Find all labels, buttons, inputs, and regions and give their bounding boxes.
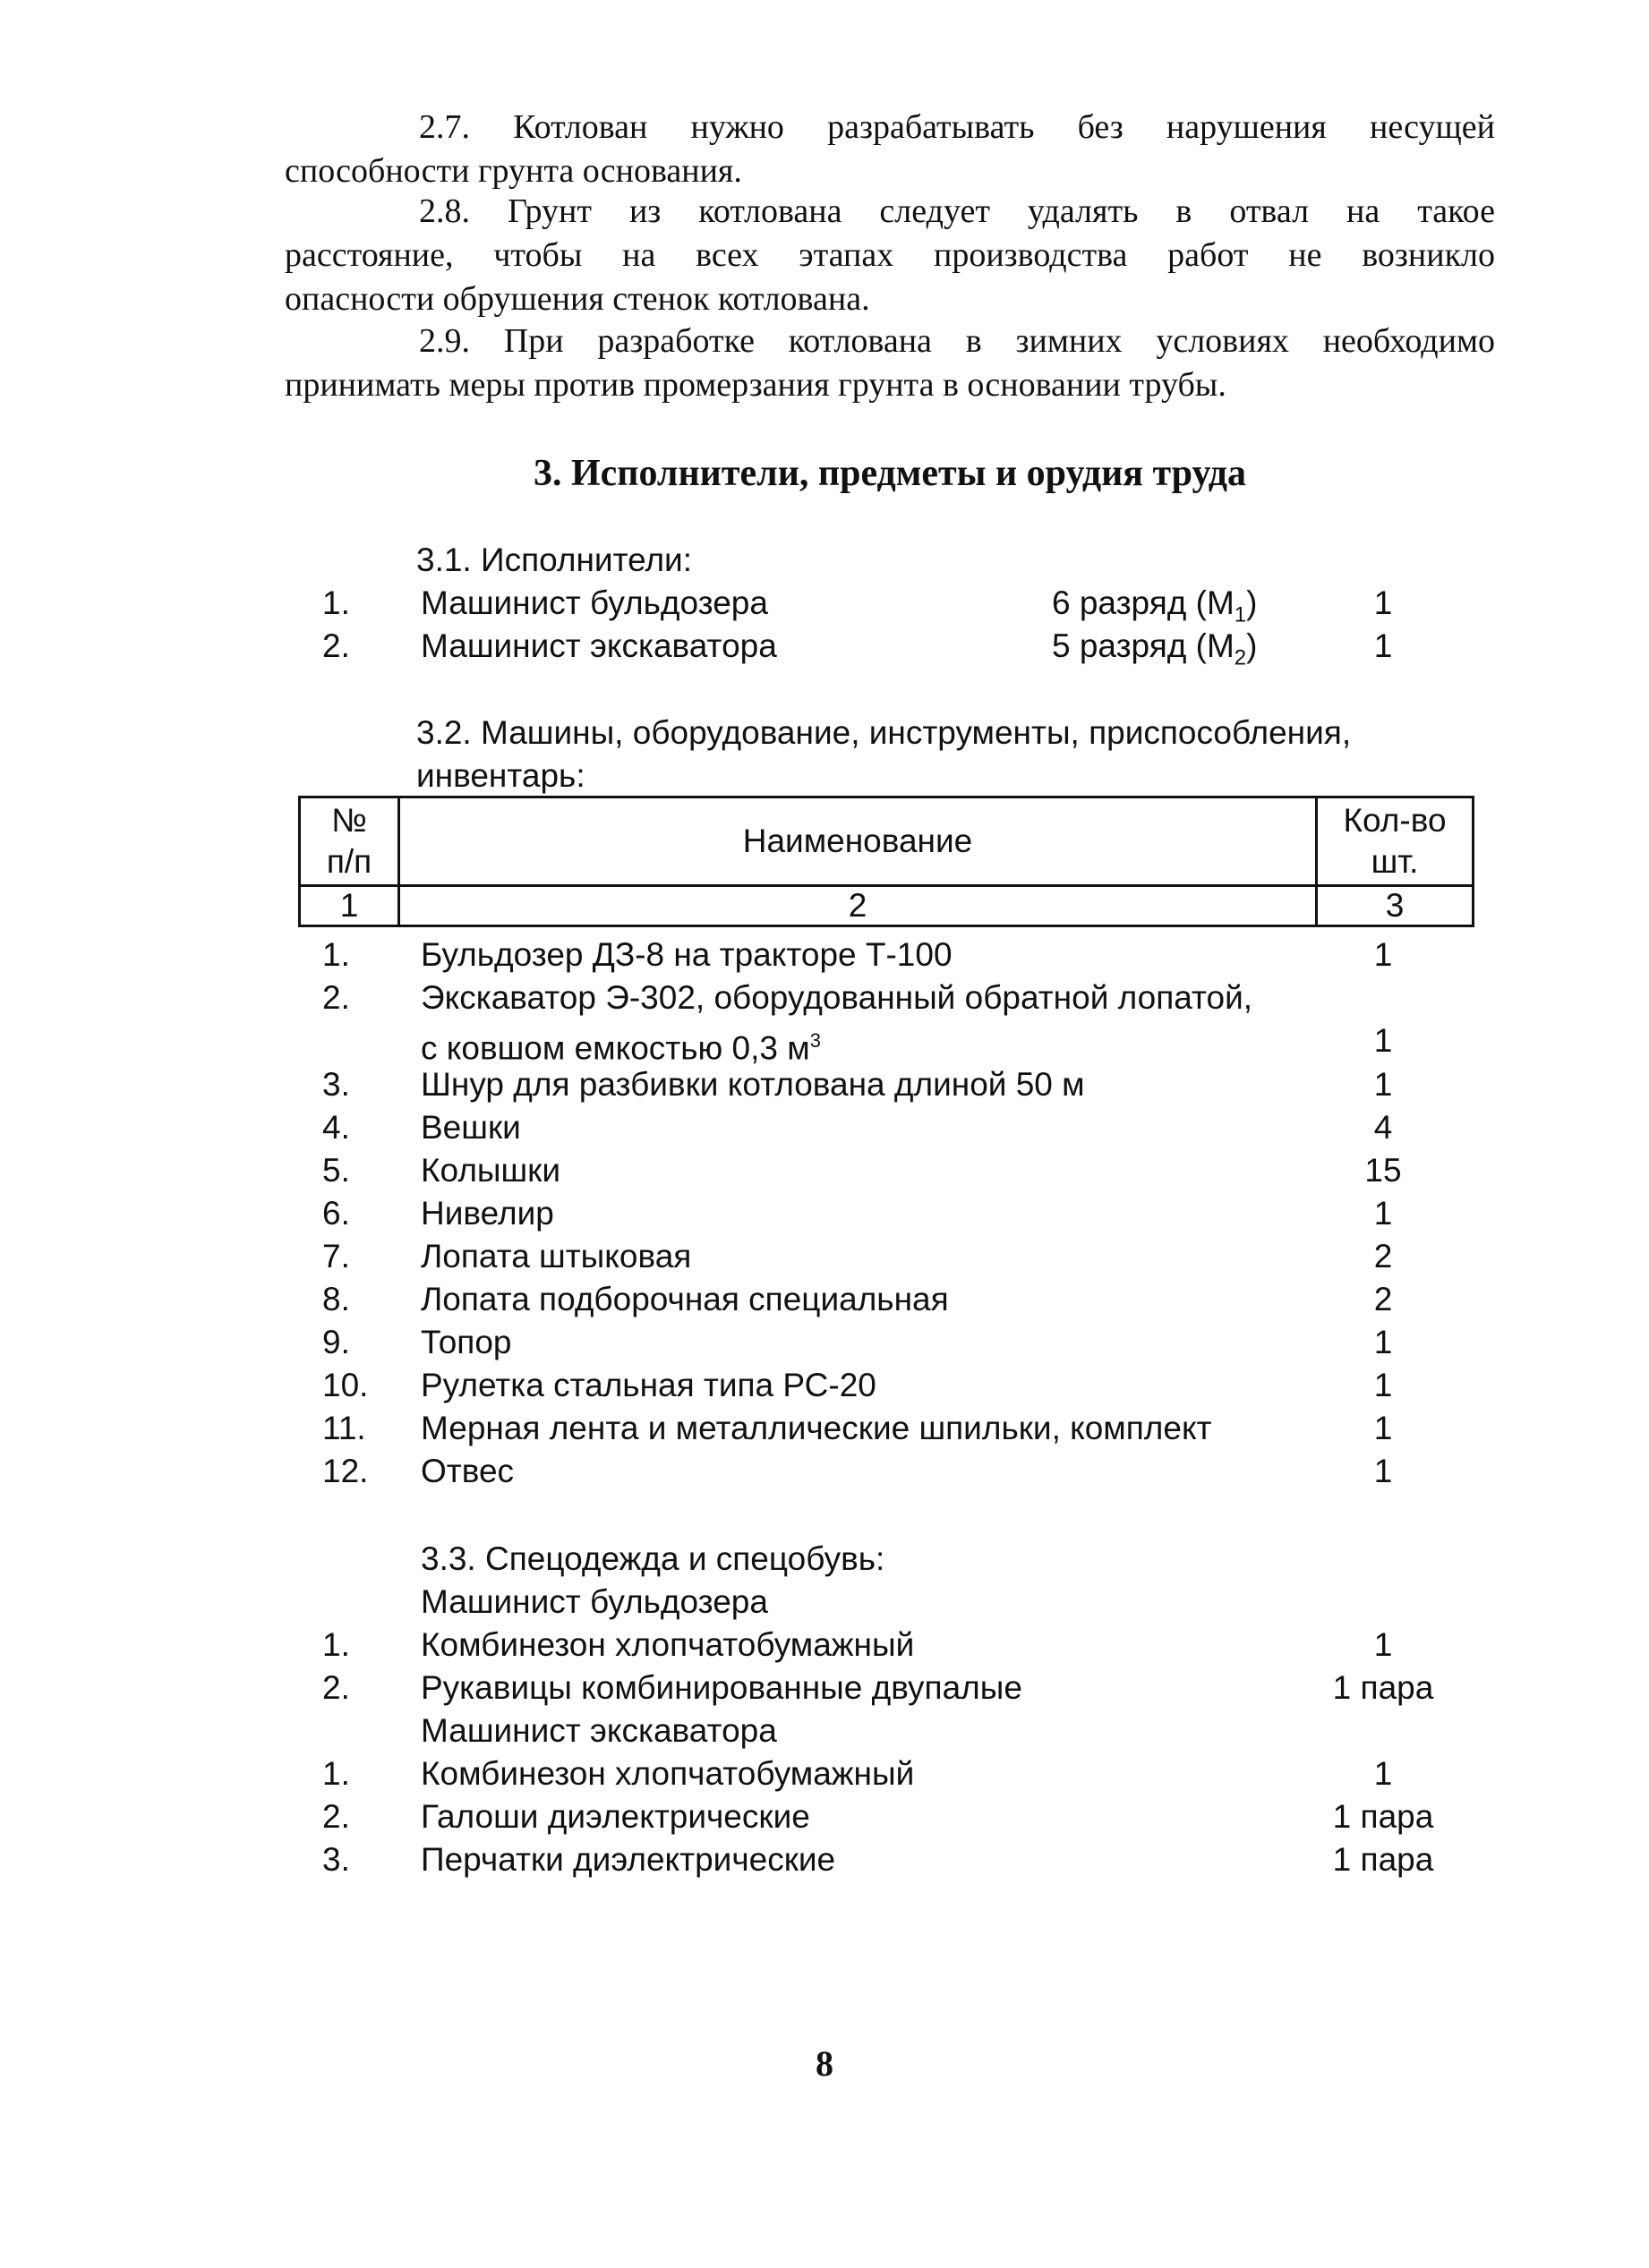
clothing-name: Перчатки диэлектрические [421,1841,836,1878]
clothing-name: Комбинезон хлопчатобумажный [421,1626,915,1663]
machine-name: Мерная лента и металлические шпильки, комплект [421,1410,1212,1446]
clothing-name: Рукавицы комбинированные двупалые [421,1669,1022,1706]
machine-qty: 1 [1373,1022,1393,1059]
clothing-qty: 1 пара [1332,1798,1434,1835]
worker-name: Машинист бульдозера [421,584,768,621]
machine-name: Отвес [421,1453,515,1489]
row-number: 9. [322,1324,350,1360]
machine-name: Экскаватор Э-302, оборудованный обратной лопатой, [421,979,1253,1016]
machines-table-header [298,796,1474,927]
paragraph-line: 2.7. Котлован нужно разрабатывать без нарушения несущей [419,108,1495,146]
worker-qty: 1 [1373,627,1393,664]
machine-qty: 2 [1373,1238,1393,1275]
paragraph-line: опасности обрушения стенок котлована. [285,280,870,318]
col-name-header: Наименование [399,797,1317,886]
row-number: 5. [322,1152,350,1189]
worker-qty: 1 [1373,584,1393,621]
row-number: 10. [322,1367,369,1403]
row-number: 2. [322,627,350,664]
machines-title: 3.2. Машины, оборудование, инструменты, приспособления, [416,714,1352,751]
row-number: 3. [322,1066,350,1103]
machine-name: Шнур для разбивки котлована длиной 50 м [421,1066,1085,1103]
machine-name: Лопата подборочная специальная [421,1281,949,1317]
row-number: 4. [322,1109,350,1146]
col-number-header: № п/п [300,797,399,886]
row-number: 1. [322,1755,350,1792]
machine-name-cont: с ковшом емкостью 0,3 $м^3$ [421,1029,821,1067]
clothing-qty: 1 [1373,1626,1393,1663]
machines-title-cont: инвентарь: [416,757,585,794]
paragraph-line: 2.9. При разработке котлована в зимних условиях необходимо [419,322,1495,360]
clothing-qty: 1 пара [1332,1669,1434,1706]
clothing-group-title: Машинист экскаватора [421,1712,777,1749]
paragraph-line: 2.8. Грунт из котлована следует удалять в отвал на такое [419,192,1495,230]
row-number: 12. [322,1453,369,1489]
paragraph-line: расстояние, чтобы на всех этапах производства работ не возникло [285,236,1495,274]
clothing-name: Комбинезон хлопчатобумажный [421,1755,915,1792]
section-heading: 3. Исполнители, предметы и орудия труда [533,453,1247,494]
paragraph-2-7 [285,106,1495,193]
paragraph-2-9 [285,320,1495,407]
workers-title: 3.1. Исполнители: [416,541,692,578]
row-number: 6. [322,1195,350,1232]
machine-name: Колышки [421,1152,561,1189]
machine-name: Лопата штыковая [421,1238,692,1275]
row-number: 2. [322,1798,350,1835]
paragraph-line: принимать меры против промерзания грунта в основании трубы. [285,366,1226,404]
worker-name: Машинист экскаватора [421,627,777,664]
machine-qty: 1 [1373,1066,1393,1103]
machine-qty: 1 [1373,1195,1393,1232]
machine-qty: 1 [1373,936,1393,973]
paragraph-line: способности грунта основания. [285,152,742,190]
machine-qty: 1 [1373,1410,1393,1446]
worker-grade: 5 разряд $(М_2)$ [1052,627,1258,670]
page-number: 8 [816,2043,833,2084]
col-qty-header: Кол-во шт. [1317,797,1474,886]
machine-qty: 4 [1373,1109,1393,1146]
machine-qty: 2 [1373,1281,1393,1317]
col-index: 1 [300,886,399,926]
machine-qty: 1 [1373,1453,1393,1489]
clothing-title: 3.3. Спецодежда и спецобувь: [421,1540,885,1577]
paragraph-2-8 [285,190,1495,321]
machine-qty: 1 [1373,1324,1393,1360]
clothing-qty: 1 пара [1332,1841,1434,1878]
row-number: 8. [322,1281,350,1317]
row-number: 1. [322,1626,350,1663]
clothing-name: Галоши диэлектрические [421,1798,810,1835]
row-number: 7. [322,1238,350,1275]
row-number: 1. [322,936,350,973]
row-number: 3. [322,1841,350,1878]
machine-name: Топор [421,1324,512,1360]
col-index: 3 [1317,886,1474,926]
machine-name: Рулетка стальная типа РС-20 [421,1367,876,1403]
machine-name: Нивелир [421,1195,554,1232]
machine-name: Бульдозер ДЗ-8 на тракторе Т-100 [421,936,953,973]
row-number: 11. [322,1410,366,1446]
clothing-qty: 1 [1373,1755,1393,1792]
clothing-group-title: Машинист бульдозера [421,1583,768,1620]
machine-name: Вешки [421,1109,521,1146]
machine-qty: 1 [1373,1367,1393,1403]
row-number: 2. [322,979,350,1016]
col-index: 2 [399,886,1317,926]
worker-grade: 6 разряд $(М_1)$ [1052,584,1258,627]
machine-qty: 15 [1364,1152,1402,1189]
row-number: 2. [322,1669,350,1706]
row-number: 1. [322,584,350,621]
